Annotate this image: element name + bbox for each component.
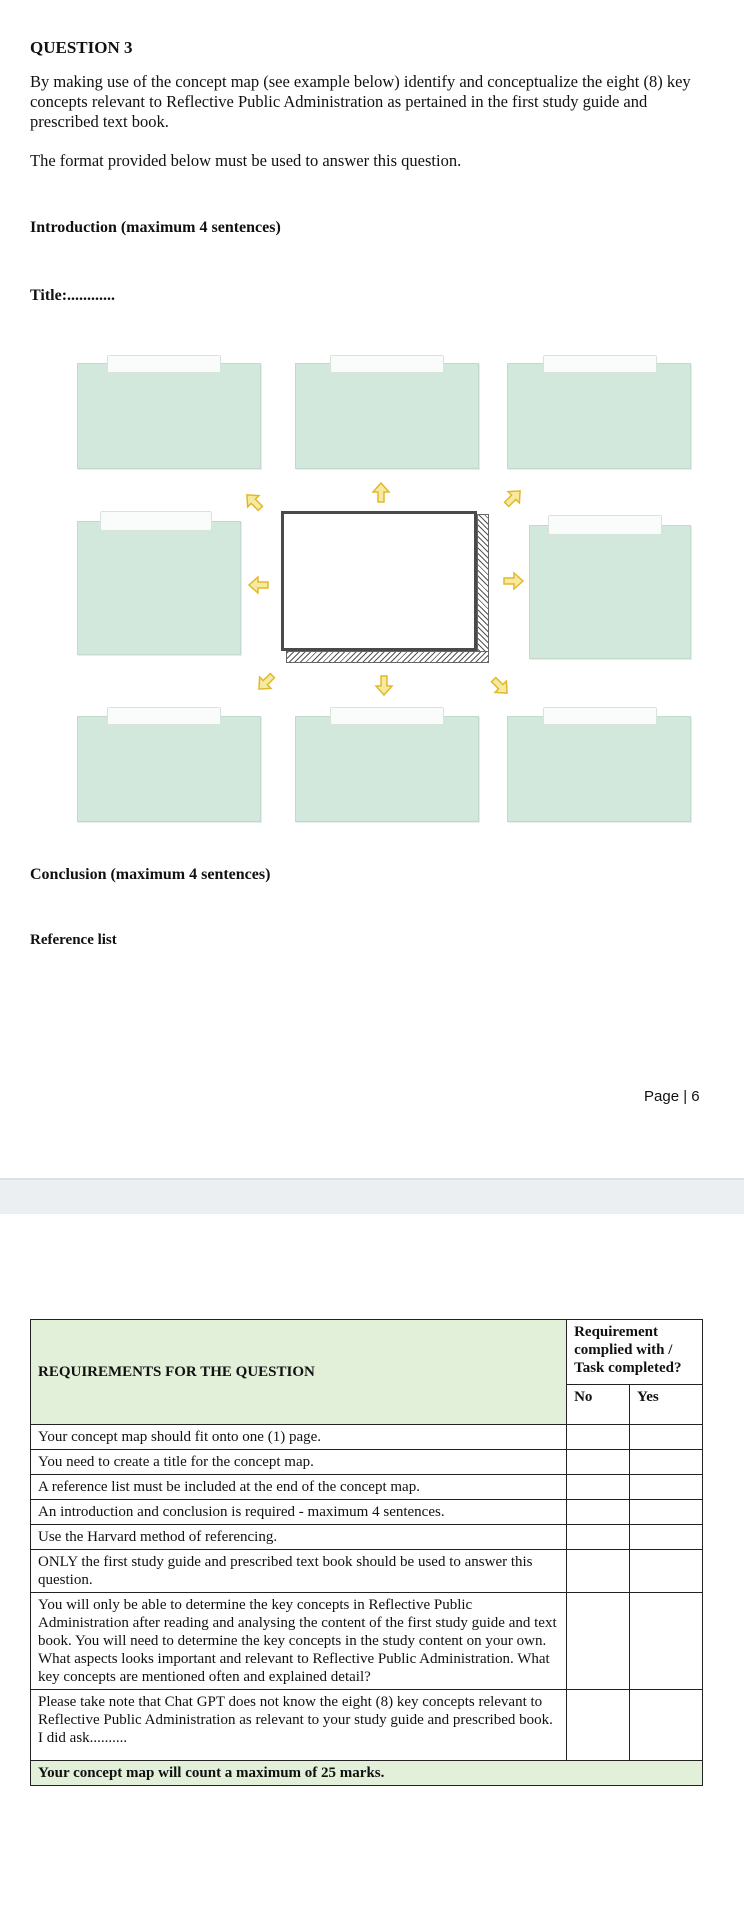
requirement-text: Use the Harvard method of referencing. [31, 1525, 567, 1550]
checkbox-yes-cell[interactable] [630, 1500, 703, 1525]
requirement-text: ONLY the first study guide and prescribed text book should be used to answer this question. [31, 1550, 567, 1593]
checkbox-yes-cell[interactable] [630, 1525, 703, 1550]
question-title: QUESTION 3 [30, 38, 133, 57]
checkbox-yes-cell[interactable] [630, 1475, 703, 1500]
note-tab [543, 355, 657, 373]
page-number: Page | 6 [644, 1088, 700, 1105]
table-row [31, 1690, 703, 1761]
checkbox-yes-cell[interactable] [630, 1690, 703, 1761]
requirement-text: You will only be able to determine the key concepts in Reflective Public Administration after reading and analysing the content of the first study guide and text book. You will need to determine the key concepts in the study content on your own. What aspects looks important and relevant to Reflective Public Administration. What key concepts are mentioned often and explained detail? [31, 1593, 567, 1690]
arrow-left-icon [246, 572, 272, 598]
marks-footer: Your concept map will count a maximum of 25 marks. [31, 1761, 703, 1786]
note-tab [330, 355, 444, 373]
reference-list-heading: Reference list [30, 932, 117, 948]
table-row [31, 1525, 703, 1550]
note-tab [100, 511, 212, 531]
arrow-down-right-icon [487, 673, 513, 699]
checkbox-no-cell[interactable] [567, 1690, 630, 1761]
conclusion-heading: Conclusion (maximum 4 sentences) [30, 866, 271, 883]
note-tab [107, 355, 221, 373]
arrow-up-icon [368, 480, 394, 506]
status-header: Requirement complied with / Task completed? [567, 1320, 703, 1385]
table-row [31, 1450, 703, 1475]
checkbox-yes-cell[interactable] [630, 1425, 703, 1450]
concept-note-2 [295, 363, 479, 469]
requirement-text: An introduction and conclusion is required - maximum 4 sentences. [31, 1500, 567, 1525]
arrow-down-left-icon [253, 669, 279, 695]
title-line: Title:............ [30, 287, 116, 304]
checkbox-no-cell[interactable] [567, 1475, 630, 1500]
arrow-down-icon [371, 672, 397, 698]
checkbox-no-cell[interactable] [567, 1500, 630, 1525]
box-shadow-right [477, 514, 489, 657]
arrow-up-left-icon [241, 489, 267, 515]
note-tab [543, 707, 657, 725]
table-row [31, 1550, 703, 1593]
arrow-right-icon [500, 568, 526, 594]
checkbox-no-cell[interactable] [567, 1525, 630, 1550]
concept-note-7 [295, 716, 479, 822]
requirement-text: Your concept map should fit onto one (1) page. [31, 1425, 567, 1450]
concept-note-5 [529, 525, 691, 659]
question-text: By making use of the concept map (see example below) identify and conceptualize the eight (8) key concepts relevant to Reflective Public Administration as pertained in the first study guide and prescribed text book. [30, 72, 691, 131]
introduction-heading: Introduction (maximum 4 sentences) [30, 219, 281, 236]
checkbox-yes-cell[interactable] [630, 1593, 703, 1690]
checkbox-no-cell[interactable] [567, 1425, 630, 1450]
checkbox-no-cell[interactable] [567, 1550, 630, 1593]
requirement-text: You need to create a title for the concept map. [31, 1450, 567, 1475]
concept-note-8 [507, 716, 691, 822]
note-tab [330, 707, 444, 725]
checkbox-yes-cell[interactable] [630, 1550, 703, 1593]
concept-note-4 [77, 521, 241, 655]
note-tab [548, 515, 662, 535]
checkbox-no-cell[interactable] [567, 1593, 630, 1690]
concept-note-6 [77, 716, 261, 822]
page-break [0, 1178, 744, 1214]
table-row [31, 1500, 703, 1525]
table-row [31, 1475, 703, 1500]
concept-note-3 [507, 363, 691, 469]
checkbox-no-cell[interactable] [567, 1450, 630, 1475]
requirements-header: REQUIREMENTS FOR THE QUESTION [31, 1320, 567, 1425]
box-shadow-bottom [286, 651, 489, 663]
column-yes: Yes [630, 1385, 703, 1425]
table-row [31, 1425, 703, 1450]
requirement-text: Please take note that Chat GPT does not know the eight (8) key concepts relevant to Reflective Public Administration as relevant to your study guide and prescribed book. I did ask.......... [31, 1690, 567, 1761]
table-row [31, 1593, 703, 1690]
format-note: The format provided below must be used to answer this question. [30, 151, 462, 170]
arrow-up-right-icon [500, 485, 526, 511]
column-no: No [567, 1385, 630, 1425]
note-tab [107, 707, 221, 725]
checkbox-yes-cell[interactable] [630, 1450, 703, 1475]
requirements-table [30, 1319, 703, 1786]
central-concept-box [281, 511, 477, 651]
requirement-text: A reference list must be included at the end of the concept map. [31, 1475, 567, 1500]
concept-note-1 [77, 363, 261, 469]
